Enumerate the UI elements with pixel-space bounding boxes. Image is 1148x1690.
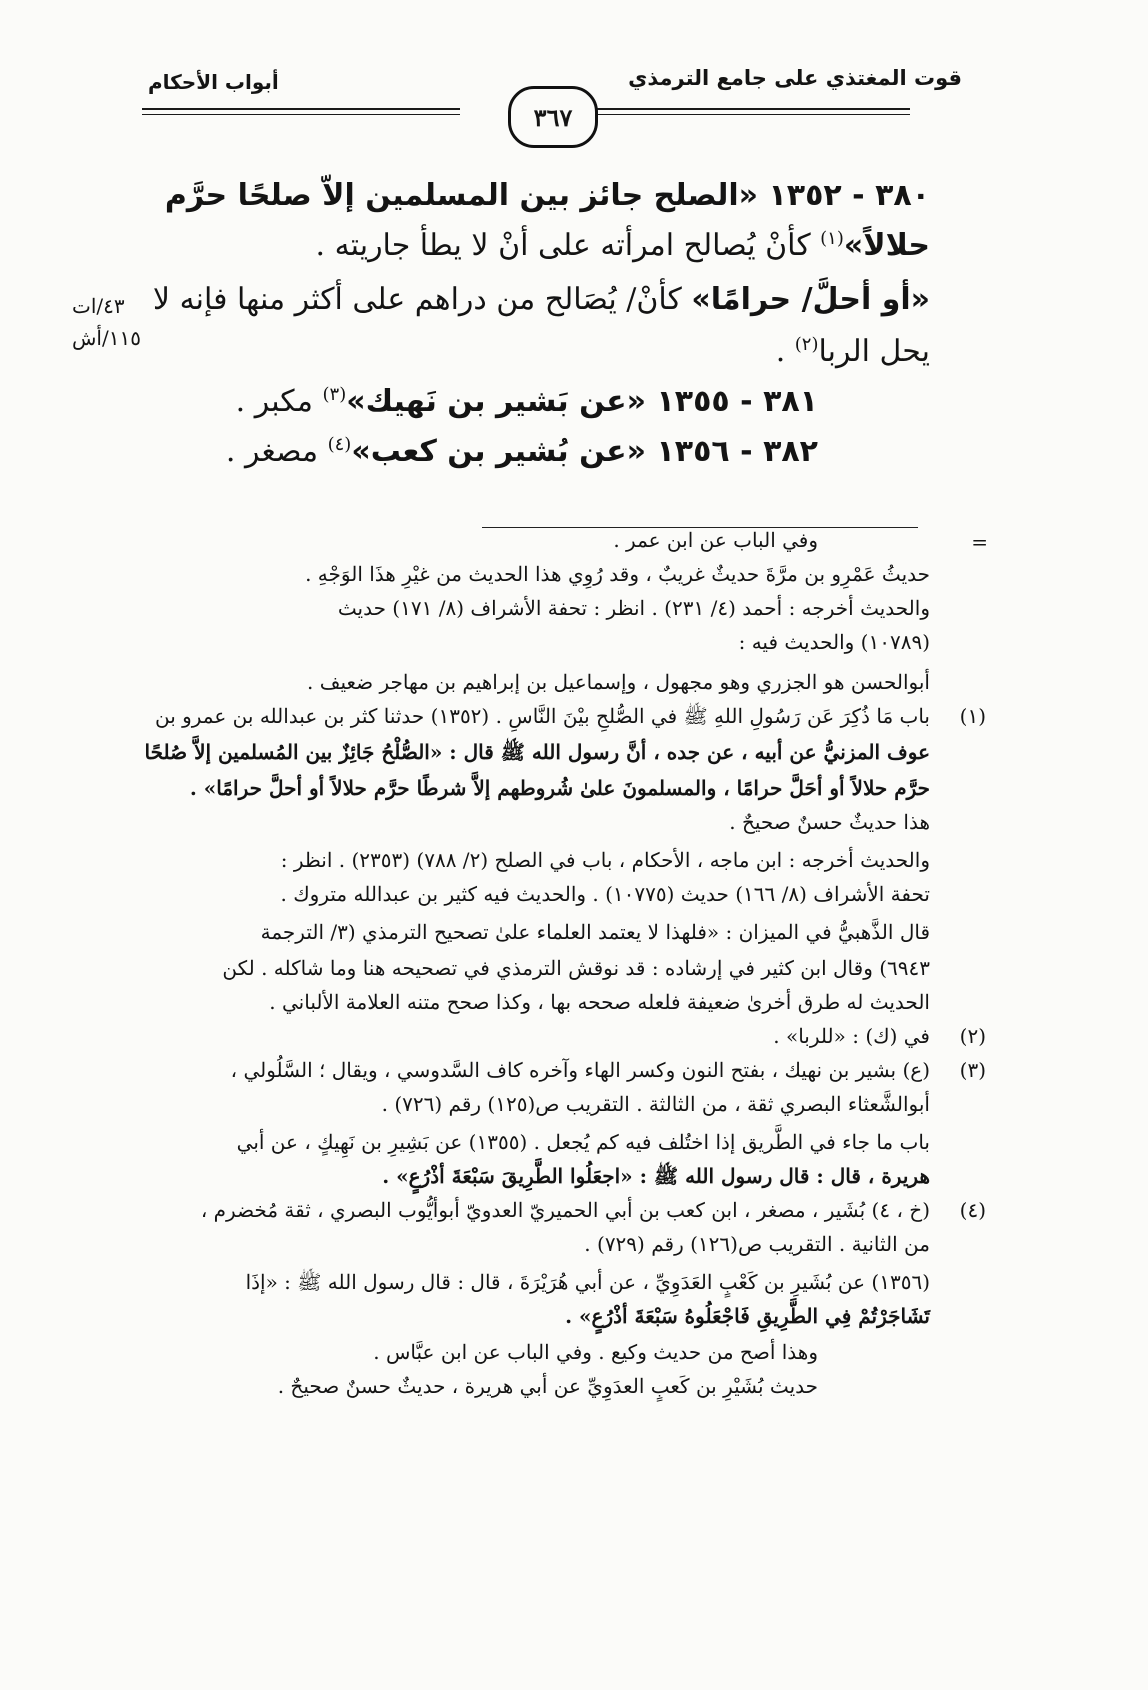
footnote-line: هريرة ، قال : قال رسول الله ﷺ : «اجعَلُوا الطَّرِيقَ سَبْعَةَ أذْرُعٍ» . <box>382 1164 930 1188</box>
footnote-line: أبوالشَّعثاء البصري ثقة ، من الثالثة . التقريب ص(١٢٥) رقم (٧٢٦) . <box>381 1092 930 1116</box>
footnote-line: هذا حديثٌ حسنٌ صحيحٌ . <box>729 810 930 834</box>
footnote-line: عوف المزنيُّ عن أبيه ، عن جده ، أنَّ رسول الله ﷺ قال : «الصُّلْحُ جَائِزٌ بين المُسلمين إلاَّ صُلحًا <box>144 740 930 764</box>
header-rule-right-thin <box>548 114 910 115</box>
footnote-line: الحديث له طرق أخرىٰ ضعيفة فلعله صححه بها ، وكذا صحح متنه العلامة الألباني . <box>269 990 930 1014</box>
main-line-4: يحل الربا$^{(٢)}$ . <box>775 334 930 369</box>
footnote-line: قال الذَّهبيُّ في الميزان : «فلهذا لا يعتمد العلماء علىٰ تصحيح الترمذي (٣/ الترجمة <box>260 920 930 944</box>
footnote-line: أبوالحسن هو الجزري وهو مجهول ، وإسماعيل بن إبراهيم بن مهاجر ضعيف . <box>307 670 930 694</box>
footnote-line: والحديث أخرجه : ابن ماجه ، الأحكام ، باب في الصلح (٢/ ٧٨٨) (٢٣٥٣) . انظر : <box>280 848 930 872</box>
footnote-line: حديث بُشَيْرِ بن كَعبٍ العدَوِيِّ عن أبي هريرة ، حديثٌ حسنٌ صحيحٌ . <box>277 1374 818 1398</box>
footnote-line: تَشَاجَرْتُمْ فِي الطَّرِيقِ فَاجْعَلُوهُ سَبْعَةَ أذْرُعٍ» . <box>565 1304 930 1328</box>
continuation-mark: = <box>971 530 988 554</box>
main-line-1: ٣٨٠ - ١٣٥٢ «الصلح جائز بين المسلمين إلاّ صلحًا حرَّم <box>164 178 930 213</box>
main-line-5: ٣٨١ - ١٣٥٥ «عن بَشير بن نَهيك»$^{(٣)}$ مكبر . <box>235 384 818 419</box>
footnote-line: من الثانية . التقريب ص(١٢٦) رقم (٧٢٩) . <box>584 1232 930 1256</box>
main-line-6: ٣٨٢ - ١٣٥٦ «عن بُشير بن كعب»$^{(٤)}$ مصغر . <box>225 434 818 469</box>
footnote-line: حرَّم حلالاً أو أحَلَّ حرامًا ، والمسلمونَ علىٰ شُروطهم إلاَّ شرطًا حرَّم حلالاً أو أحلَّ حرامًا» . <box>189 776 930 800</box>
footnote-line: (ع) بشير بن نهيك ، بفتح النون وكسر الهاء وآخره كاف السَّدوسي ، ويقال ؛ السَّلُولي ، <box>230 1058 930 1082</box>
footnote-line: وهذا أصح من حديث وكيع . وفي الباب عن ابن عبَّاس . <box>373 1340 818 1364</box>
footnote-marker-3: (٣) <box>959 1058 986 1082</box>
footnote-line: باب مَا ذُكِرَ عَن رَسُولِ اللهِ ﷺ في الصُّلحِ بيْنَ النَّاسِ . (١٣٥٢) حدثنا كثر بن عبدالله بن عمرو بن <box>154 704 930 728</box>
footnote-line: (١٠٧٨٩) والحديث فيه : <box>738 630 930 654</box>
page-number: ٣٦٧ <box>508 86 598 148</box>
footnote-line: (خ ، ٤) بُشَير ، مصغر ، ابن كعب بن أبي الحميريّ العدويّ أبوأيُّوب البصري ، ثقة مُخضرم ، <box>200 1198 930 1222</box>
footnote-line: حديثُ عَمْرِو بن مرَّةَ حديثٌ غريبٌ ، وقد رُوِي هذا الحديث من غيْرِ هذَا الوَجْهِ . <box>305 562 930 586</box>
margin-note-1: ٤٣/ات <box>72 294 125 318</box>
footnote-line: والحديث أخرجه : أحمد (٤/ ٢٣١) . انظر : تحفة الأشراف (٨/ ١٧١) حديث <box>337 596 930 620</box>
header-rule-left <box>142 108 460 110</box>
footnote-marker-2: (٢) <box>959 1024 986 1048</box>
footnote-line: باب ما جاء في الطَّريق إذا اختُلف فيه كم يُجعل . (١٣٥٥) عن بَشِيرِ بن نَهِيكٍ ، عن أبي <box>236 1130 930 1154</box>
section-title: أبواب الأحكام <box>148 70 279 94</box>
footnote-marker-4: (٤) <box>959 1198 986 1222</box>
footnote-line: (١٣٥٦) عن بُشَيرِ بن كَعْبٍ العَدَوِيِّ ، عن أبي هُرَيْرَةَ ، قال : قال رسول الله ﷺ : «إذَا <box>245 1270 930 1294</box>
footnote-line: في (ك) : «للربا» . <box>773 1024 930 1048</box>
main-line-2: حلالاً»$^{(١)}$ كأنْ يُصالح امرأته على أنْ لا يطأ جاريته . <box>315 228 930 263</box>
book-title: قوت المغتذي على جامع الترمذي <box>628 66 962 90</box>
header-rule-right <box>548 108 910 110</box>
margin-note-2: ١١٥/أش <box>72 326 141 350</box>
footnote-marker-1: (١) <box>959 704 986 728</box>
footnote-line: تحفة الأشراف (٨/ ١٦٦) حديث (١٠٧٧٥) . والحديث فيه كثير بن عبدالله متروك . <box>280 882 930 906</box>
header-rule-left-thin <box>142 114 460 115</box>
main-line-3: «أو أحلَّ/ حرامًا» كأنْ/ يُصَالح من دراهم على أكثر منها فإنه لا <box>152 282 930 317</box>
footnote-line: ٦٩٤٣) وقال ابن كثير في إرشاده : قد نوقش الترمذي في تصحيحه هنا وما شاكله . لكن <box>222 956 930 980</box>
footnote-line: وفي الباب عن ابن عمر . <box>613 528 818 552</box>
